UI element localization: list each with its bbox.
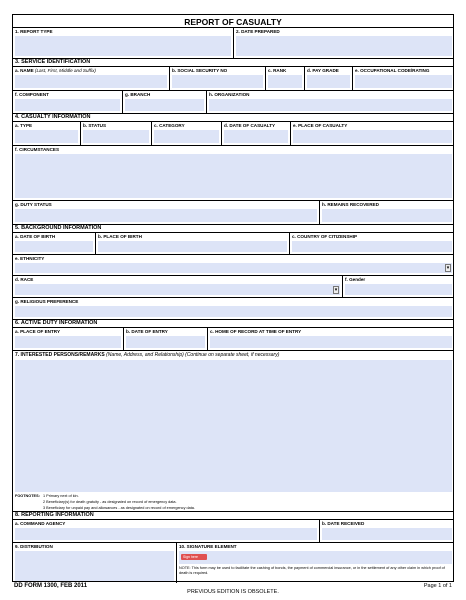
ssn-label: b. SOCIAL SECURITY NO — [172, 68, 228, 73]
organization-field[interactable] — [209, 99, 452, 111]
date-of-casualty-field[interactable] — [224, 130, 288, 143]
footnotes-label: FOOTNOTES: — [15, 494, 40, 498]
casualty-type-field[interactable] — [15, 130, 78, 143]
sign-here-flag[interactable]: Sign here — [181, 554, 207, 560]
rank-field[interactable] — [268, 75, 302, 88]
pay-grade-field[interactable] — [307, 75, 350, 88]
section-service-identification: 3. SERVICE IDENTIFICATION — [15, 59, 91, 65]
command-agency-field[interactable] — [15, 528, 317, 540]
report-type-label: 1. REPORT TYPE — [15, 29, 53, 34]
circumstances-label: f. CIRCUMSTANCES — [15, 147, 60, 152]
branch-label: g. BRANCH — [125, 92, 151, 97]
section-background-information: 5. BACKGROUND INFORMATION — [15, 225, 102, 231]
date-prepared-field[interactable] — [236, 36, 452, 56]
page-indicator: Page 1 of 1 — [423, 583, 452, 589]
category-label: c. CATEGORY — [154, 123, 185, 128]
signature-field-area[interactable] — [179, 551, 452, 564]
rank-label: c. RANK — [268, 68, 287, 73]
status-label: b. STATUS — [83, 123, 107, 128]
occupational-code-field[interactable] — [355, 75, 452, 88]
casualty-type-label: a. TYPE — [15, 123, 33, 128]
section-active-duty-information: 6. ACTIVE DUTY INFORMATION — [15, 320, 98, 326]
place-of-casualty-label: e. PLACE OF CASUALTY — [293, 123, 348, 128]
place-of-entry-label: a. PLACE OF ENTRY — [15, 329, 61, 334]
home-of-record-field[interactable] — [210, 336, 452, 348]
duty-status-label: g. DUTY STATUS — [15, 202, 52, 207]
race-dropdown-arrow-icon[interactable]: ▾ — [334, 287, 338, 293]
occupational-code-label: e. OCCUPATIONAL CODE/RATING — [355, 68, 430, 73]
form-identifier: DD FORM 1300, FEB 2011 — [14, 583, 88, 589]
interested-persons-label: 7. INTERESTED PERSONS/REMARKS (Name, Address, and Relationship) (Continue on separate sheet, if necessary) — [15, 352, 280, 358]
interested-persons-remarks-field[interactable] — [15, 360, 452, 492]
casualty-report-form — [12, 14, 454, 582]
place-of-casualty-field[interactable] — [293, 130, 452, 143]
pay-grade-label: d. PAY GRADE — [307, 68, 339, 73]
category-field[interactable] — [154, 130, 219, 143]
form-note: NOTE: This form may be used to facilitate the cashing of bonds, the payment of commercial insurance, or in the settlement of any other claim in which proof of death is required. — [179, 566, 445, 575]
religious-preference-label: g. RELIGIOUS PREFERENCE — [15, 299, 79, 304]
race-select[interactable] — [15, 284, 340, 295]
date-prepared-label: 2. DATE PREPARED — [236, 29, 280, 34]
date-of-casualty-label: d. DATE OF CASUALTY — [224, 123, 276, 128]
date-of-entry-label: b. DATE OF ENTRY — [126, 329, 168, 334]
distribution-field[interactable] — [15, 551, 174, 581]
gender-field[interactable] — [345, 284, 452, 295]
status-field[interactable] — [83, 130, 149, 143]
remains-recovered-field[interactable] — [322, 209, 452, 222]
race-label: d. RACE — [15, 277, 34, 282]
ethnicity-dropdown-arrow-icon[interactable]: ▾ — [446, 265, 450, 271]
footnote-1: 1 Primary next of kin. — [43, 494, 79, 498]
ssn-field[interactable] — [172, 75, 263, 88]
branch-field[interactable] — [125, 99, 204, 111]
duty-status-field[interactable] — [15, 209, 317, 222]
footnote-3: 3 Beneficiary for unpaid pay and allowances - as designated on record of emergency data. — [43, 506, 195, 510]
organization-label: h. ORGANIZATION — [209, 92, 250, 97]
date-received-label: b. DATE RECEIVED — [322, 521, 365, 526]
country-of-citizenship-label: c. COUNTRY OF CITIZENSHIP — [292, 234, 358, 239]
section-reporting-information: 8. REPORTING INFORMATION — [15, 512, 94, 518]
home-of-record-label: c. HOME OF RECORD AT TIME OF ENTRY — [210, 329, 302, 334]
component-field[interactable] — [15, 99, 120, 111]
country-of-citizenship-field[interactable] — [292, 241, 452, 252]
place-of-entry-field[interactable] — [15, 336, 121, 348]
remains-recovered-label: h. REMAINS RECOVERED — [322, 202, 379, 207]
ethnicity-label: e. ETHNICITY — [15, 256, 45, 261]
footnote-2: 2 Beneficiary(s) for death gratuity - as designated on record of emergency data. — [43, 500, 177, 504]
date-of-entry-field[interactable] — [126, 336, 205, 348]
gender-label: f. Gender — [345, 277, 366, 282]
name-label: a. NAME (Last, First, Middle and Suffix) — [15, 68, 96, 73]
date-of-birth-field[interactable] — [15, 241, 93, 252]
ethnicity-select[interactable] — [15, 263, 452, 273]
signature-element-label: 10. SIGNATURE ELEMENT — [179, 544, 237, 549]
component-label: f. COMPONENT — [15, 92, 49, 97]
command-agency-label: a. COMMAND AGENCY — [15, 521, 66, 526]
circumstances-field[interactable] — [15, 154, 452, 198]
edition-notice: PREVIOUS EDITION IS OBSOLETE. — [187, 589, 279, 595]
place-of-birth-field[interactable] — [98, 241, 287, 252]
report-type-field[interactable] — [15, 36, 231, 56]
distribution-label: 9. DISTRIBUTION — [15, 544, 53, 549]
date-of-birth-label: a. DATE OF BIRTH — [15, 234, 56, 239]
date-received-field[interactable] — [322, 528, 452, 540]
section-casualty-information: 4. CASUALTY INFORMATION — [15, 114, 91, 120]
place-of-birth-label: b. PLACE OF BIRTH — [98, 234, 142, 239]
form-title: REPORT OF CASUALTY — [184, 17, 282, 27]
name-field[interactable] — [15, 75, 167, 88]
religious-preference-field[interactable] — [15, 306, 452, 317]
